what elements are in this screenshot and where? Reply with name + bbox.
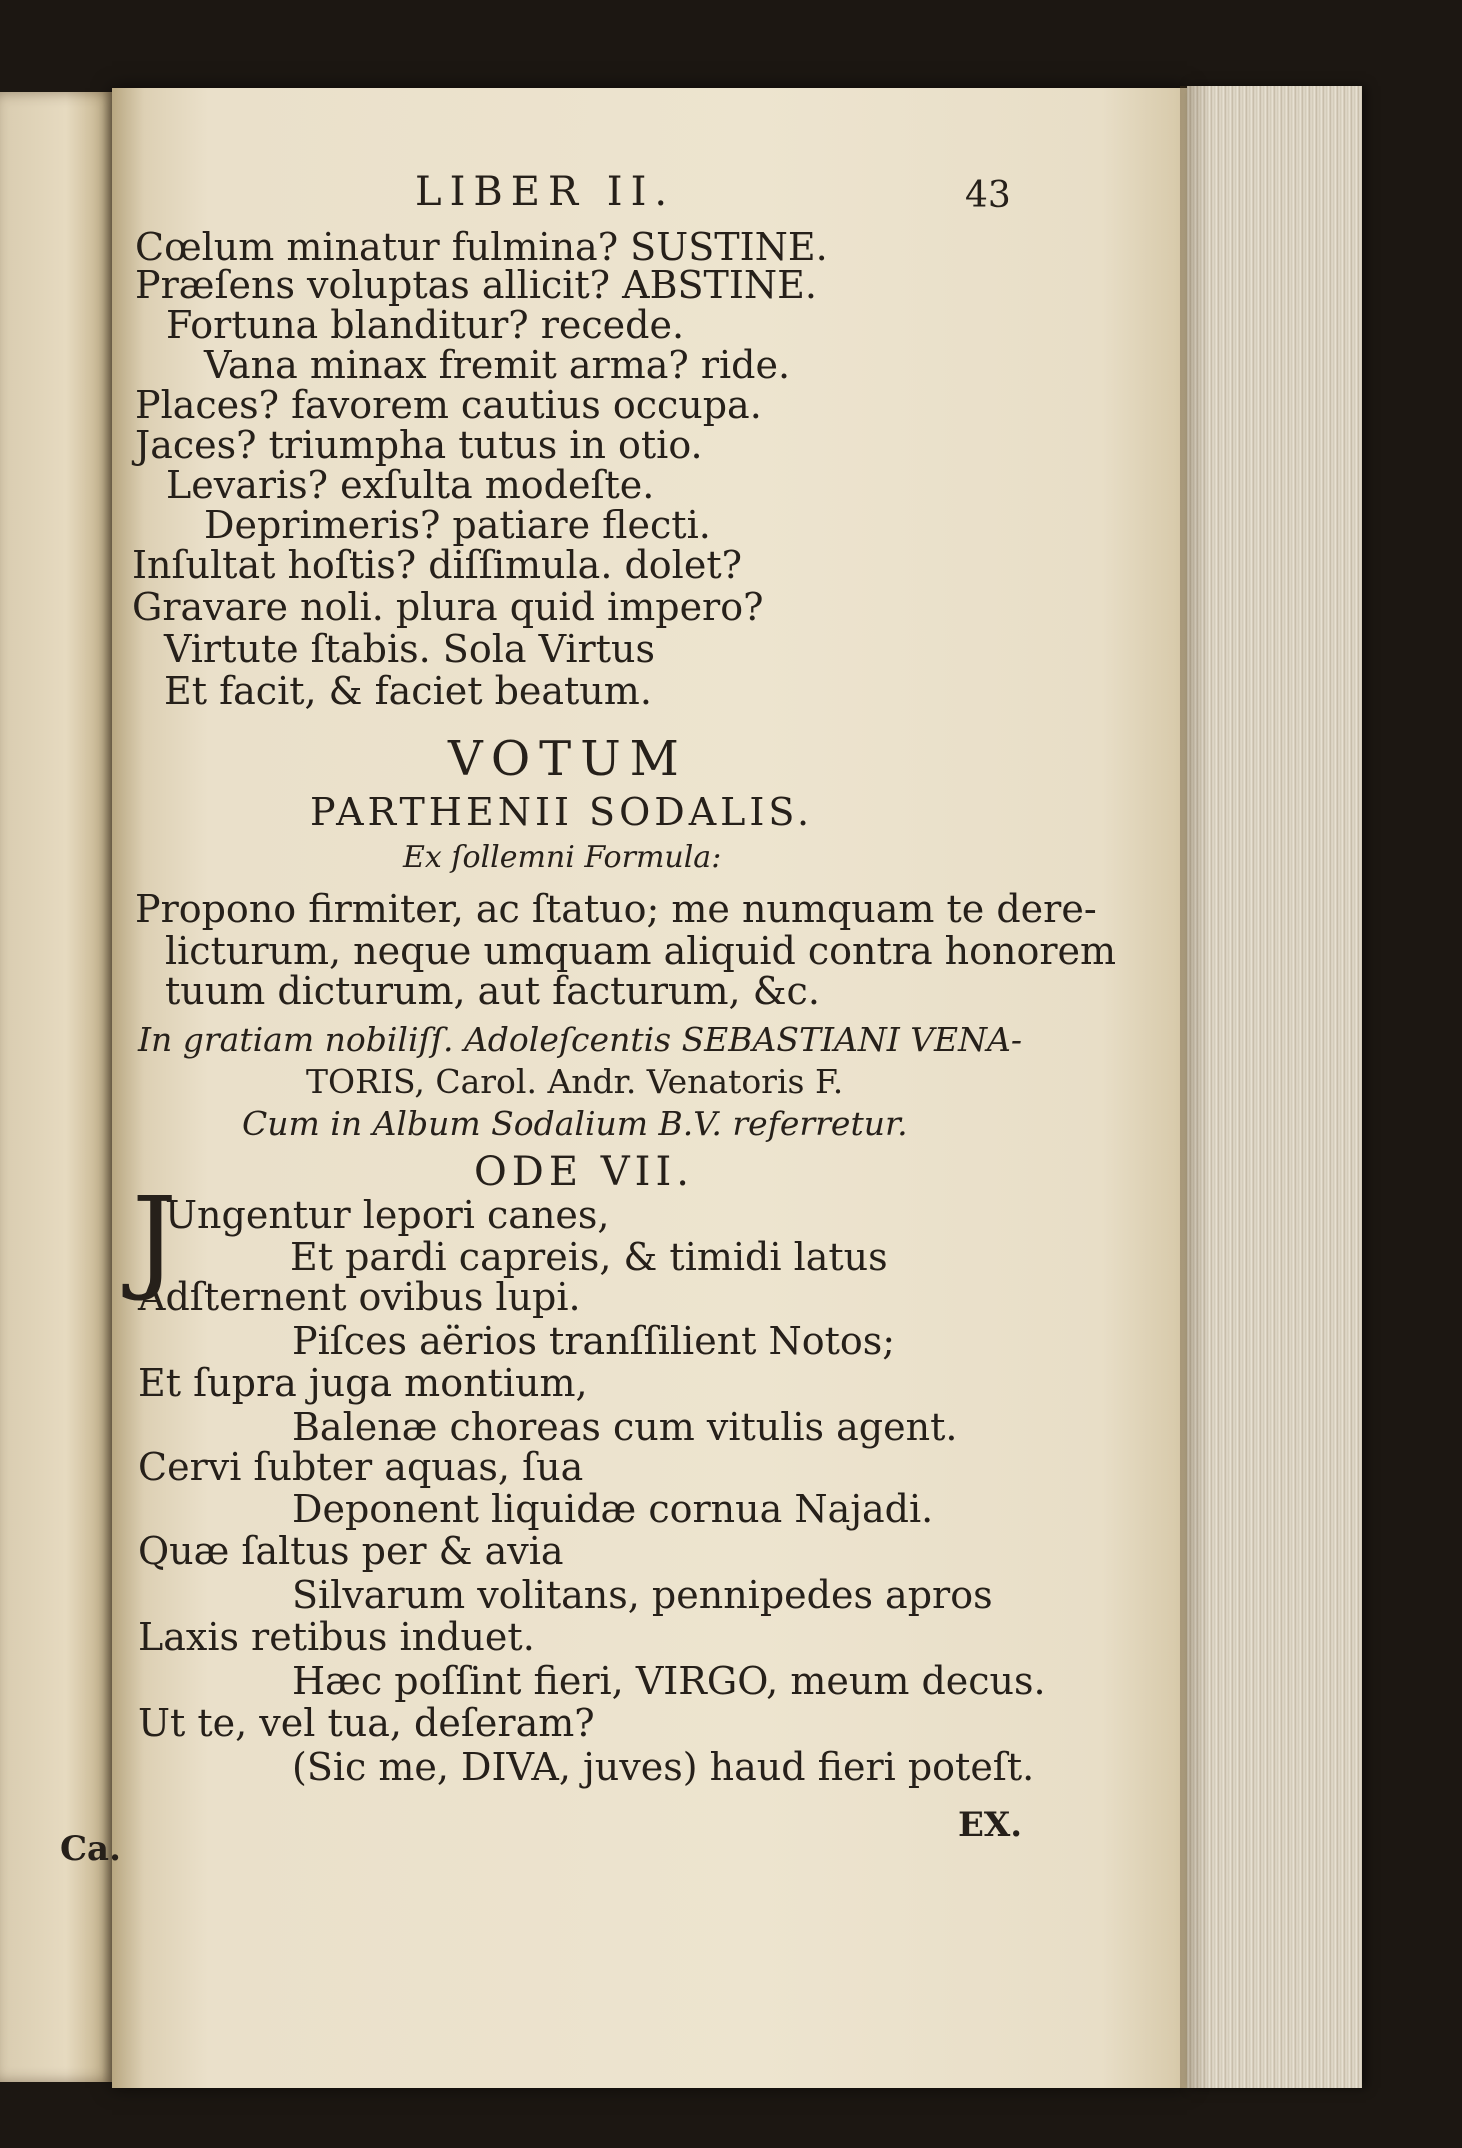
votum-formula: Ex ſollemni Formula: <box>403 840 722 875</box>
catchword-right: EX. <box>958 1805 1023 1845</box>
ode-line: Deponent liquidæ cornua Najadi. <box>292 1487 934 1531</box>
ode-line: Ut te, vel tua, deſeram? <box>138 1701 595 1745</box>
poem-line: Deprimeris? patiare flecti. <box>204 503 711 547</box>
poem-line: Places? favorem cautius occupa. <box>135 383 762 427</box>
page-edge-shadow <box>1180 86 1210 2088</box>
page-fore-edge <box>1187 86 1362 2088</box>
ode-line: Et pardi capreis, & timidi latus <box>290 1235 888 1279</box>
poem-line: Fortuna blanditur? recede. <box>166 303 685 347</box>
poem-line: Et facit, & faciet beatum. <box>164 669 652 713</box>
poem-line: Virtute ſtabis. Sola Virtus <box>164 627 655 671</box>
ode-title: ODE VII. <box>474 1149 694 1195</box>
votum-title: VOTUM <box>448 731 688 787</box>
ode-line: Adſternent ovibus lupi. <box>138 1275 581 1319</box>
running-title: LIBER II. <box>415 169 676 215</box>
votum-subtitle: PARTHENII SODALIS. <box>310 790 814 834</box>
left-facing-page <box>0 92 120 2082</box>
catchword-left: Ca. <box>60 1829 121 1869</box>
ode-line: Silvarum volitans, pennipedes apros <box>292 1573 993 1617</box>
poem-line: Vana minax fremit arma? ride. <box>204 343 791 387</box>
drop-cap: J <box>132 1174 177 1304</box>
poem-line: Levaris? exſulta modeſte. <box>166 463 655 507</box>
poem-line: Gravare noli. plura quid impero? <box>132 585 764 629</box>
votum-text-line: tuum dicturum, aut facturum, &c. <box>165 969 820 1013</box>
ode-line: Laxis retibus induet. <box>138 1615 535 1659</box>
dedication-line: In gratiam nobiliſſ. Adoleſcentis SEBASTIANI VENA- <box>138 1020 1023 1059</box>
ode-line: Piſces aërios tranſſilient Notos; <box>292 1319 896 1363</box>
page-number: 43 <box>965 175 1011 216</box>
poem-line: Præſens voluptas allicit? ABSTINE. <box>135 263 817 307</box>
dedication-line: TORIS, Carol. Andr. Venatoris F. <box>306 1062 844 1101</box>
poem-line: Cœlum minatur fulmina? SUSTINE. <box>135 225 828 269</box>
poem-line: Inſultat hoſtis? diſſimula. dolet? <box>132 543 742 587</box>
dedication-line: Cum in Album Sodalium B.V. referretur. <box>242 1104 908 1143</box>
poem-line: Jaces? triumpha tutus in otio. <box>135 423 703 467</box>
ode-line: Balenæ choreas cum vitulis agent. <box>292 1405 958 1449</box>
votum-text-line: Propono firmiter, ac ſtatuo; me numquam te dere- <box>135 887 1097 931</box>
ode-line: Et ſupra juga montium, <box>138 1361 588 1405</box>
ode-line: Hæc poſſint fieri, VIRGO, meum decus. <box>292 1659 1046 1703</box>
ode-line: Ungentur lepori canes, <box>165 1193 610 1237</box>
ode-line: Quæ ſaltus per & avia <box>138 1529 564 1573</box>
ode-line: (Sic me, DIVA, juves) haud fieri poteſt. <box>292 1745 1035 1789</box>
votum-text-line: licturum, neque umquam aliquid contra honorem <box>165 929 1117 973</box>
ode-line: Cervi ſubter aquas, ſua <box>138 1445 584 1489</box>
